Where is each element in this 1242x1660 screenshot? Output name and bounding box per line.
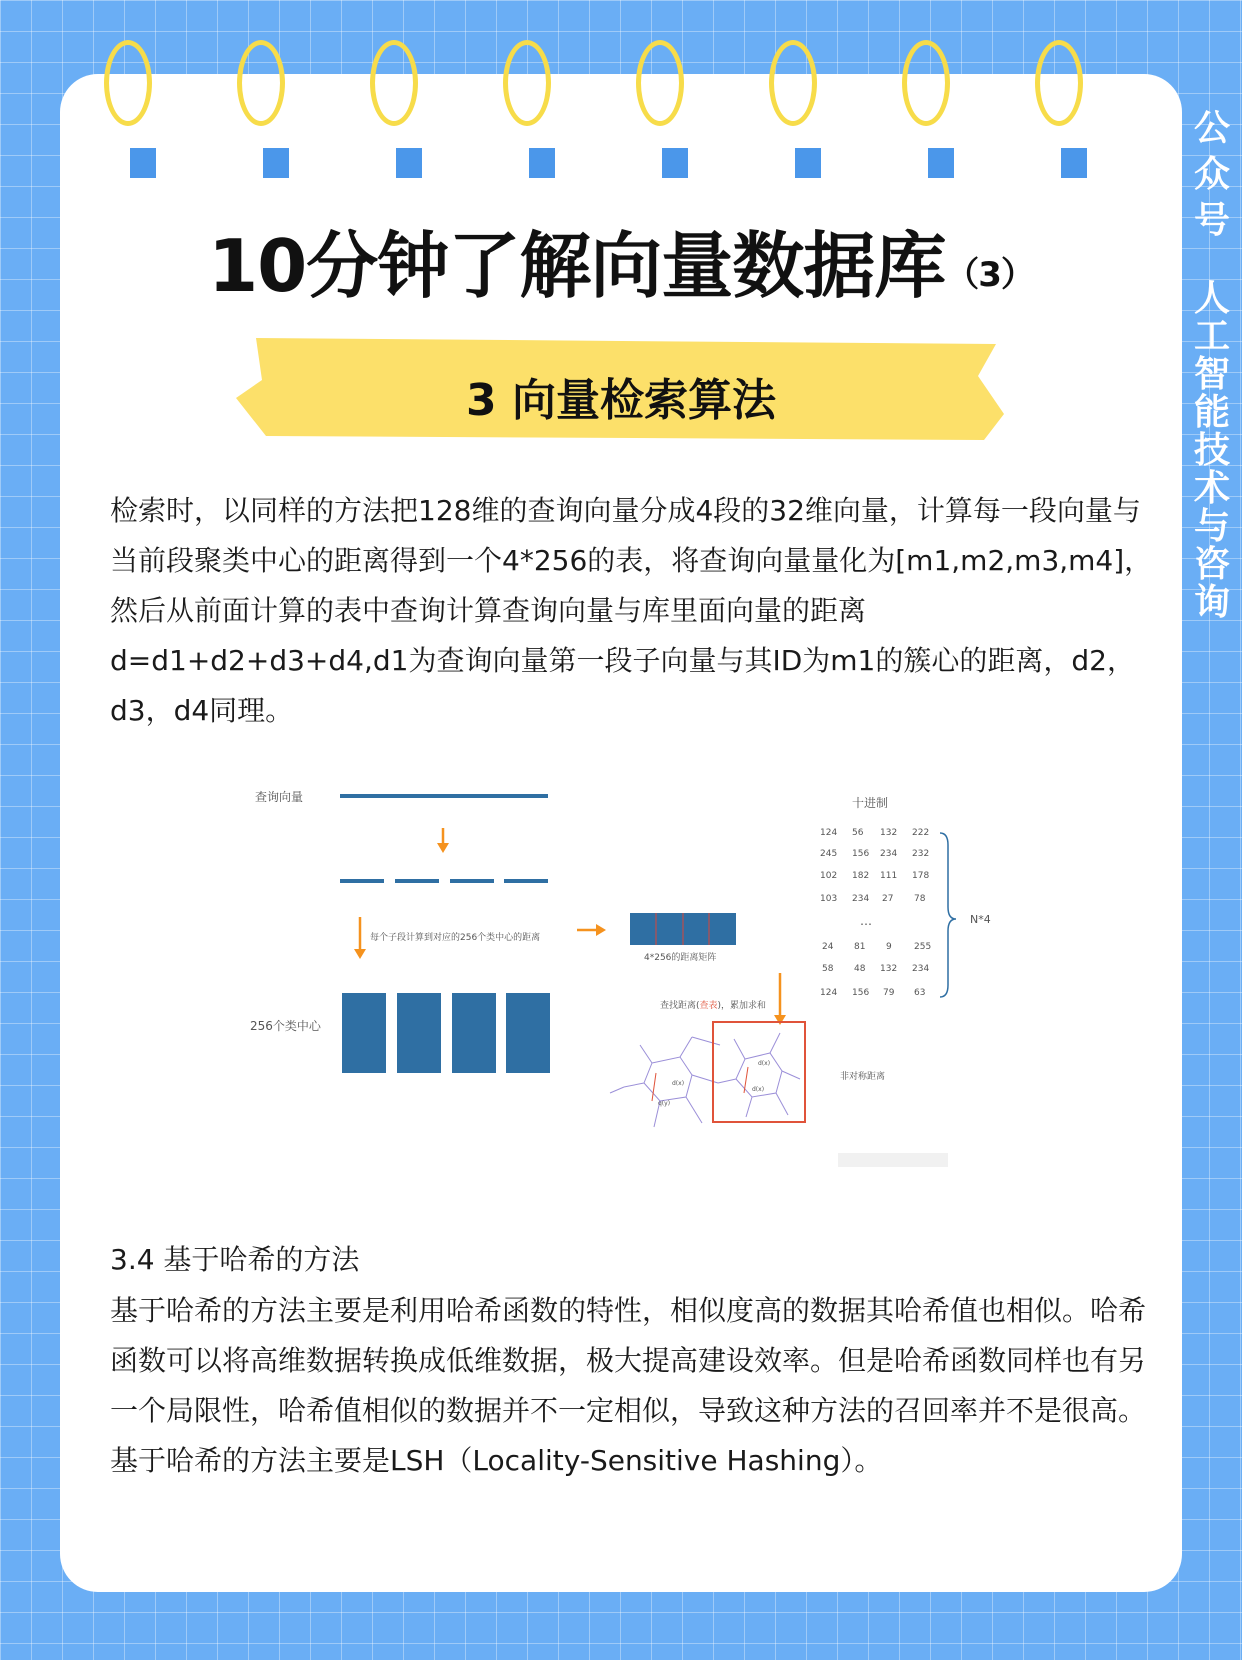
table-cell: 178 <box>912 871 930 881</box>
cluster-center-block <box>506 993 550 1073</box>
voronoi-label: q(y) <box>658 1100 671 1107</box>
table-cell: 182 <box>852 871 870 881</box>
voronoi-label: d(x) <box>752 1086 765 1093</box>
binder-ring <box>501 40 557 140</box>
page-title-suffix: （3） <box>945 254 1034 295</box>
arrow-head-icon <box>437 843 449 853</box>
side-char: 号 <box>1193 200 1230 241</box>
watermark-blur <box>838 1153 948 1167</box>
table-ellipsis: … <box>860 914 872 928</box>
decimal-title: 十进制 <box>852 796 889 810</box>
lookup-note-suffix: )，累加求和 <box>717 1001 767 1011</box>
table-cell: 234 <box>912 964 930 974</box>
lookup-note-prefix: 查找距离( <box>660 1001 700 1011</box>
side-char: 人 <box>1193 278 1230 319</box>
table-cell: 245 <box>820 849 838 859</box>
cluster-center-block <box>397 993 441 1073</box>
table-cell: 56 <box>852 828 864 838</box>
table-cell: 48 <box>854 964 866 974</box>
table-cell: 234 <box>852 894 870 904</box>
side-char: 公 <box>1193 108 1230 149</box>
binder-ring <box>368 40 424 140</box>
sub-vector-segment <box>340 879 384 883</box>
body-paragraph <box>110 486 1160 736</box>
cluster-center-block <box>342 993 386 1073</box>
table-cell: 63 <box>914 988 926 998</box>
arrow-head-icon <box>596 924 606 936</box>
table-cell: 103 <box>820 894 838 904</box>
table-cell: 255 <box>914 942 932 952</box>
table-cell: 156 <box>852 988 870 998</box>
body-paragraph-2 <box>110 1286 1160 1486</box>
centers-label: 256个类中心 <box>250 1019 321 1033</box>
arrow-head-icon <box>354 949 366 959</box>
brace-label: N*4 <box>970 913 991 926</box>
table-cell: 234 <box>880 849 898 859</box>
table-cell: 9 <box>886 942 892 952</box>
query-vector-bar <box>340 794 548 798</box>
table-cell: 124 <box>820 988 838 998</box>
table-cell: 78 <box>914 894 926 904</box>
side-char: 众 <box>1193 154 1230 195</box>
binder-ring <box>634 40 690 140</box>
table-cell: 124 <box>820 828 838 838</box>
side-account-label <box>1190 110 1234 622</box>
table-cell: 132 <box>880 964 898 974</box>
table-cell: 58 <box>822 964 834 974</box>
table-cell: 79 <box>883 988 895 998</box>
binder-ring <box>767 40 823 140</box>
subsection-heading: 3.4 基于哈希的方法 <box>110 1243 360 1276</box>
section-heading: 3 向量检索算法 <box>466 375 776 426</box>
table-cell: 27 <box>882 894 894 904</box>
sub-vector-segment <box>450 879 494 883</box>
highlight-box <box>713 1022 805 1122</box>
table-cell: 81 <box>854 942 866 952</box>
page-title-main: 10分钟了解向量数据库 <box>208 224 946 308</box>
query-vector-label: 查询向量 <box>255 790 304 804</box>
side-char: 咨 <box>1193 544 1230 585</box>
voronoi-right <box>718 1033 800 1117</box>
lookup-note <box>660 999 766 1011</box>
cluster-center-block <box>452 993 496 1073</box>
table-cell: 24 <box>822 942 834 952</box>
segment-note: 每个子段计算到对应的256个类中心的距离 <box>370 933 541 943</box>
decimal-table <box>820 828 931 998</box>
sub-vector-segment <box>504 879 548 883</box>
sub-vector-segment <box>395 879 439 883</box>
page-title <box>0 208 1242 312</box>
table-cell: 222 <box>912 828 930 838</box>
voronoi-label: d(x) <box>672 1080 685 1087</box>
paragraph-text: 基于哈希的方法主要是利用哈希函数的特性，相似度高的数据其哈希值也相似。哈希函数可以将高维数据转换成低维数据，极大提高建设效率。但是哈希函数同样也有另一个局限性，哈希值相似的数据并不一定相似，导致这种方法的召回率并不是很高。基于哈希的方法主要是LSH（Locality-Sensitive Hashing）。 <box>110 1294 1147 1477</box>
side-char: 工 <box>1193 316 1230 357</box>
paragraph-text: 检索时，以同样的方法把128维的查询向量分成4段的32维向量，计算每一段向量与当前段聚类中心的距离得到一个4*256的表，将查询向量量化为[m1,m2,m3,m4]，然后从前面计算的表中查询计算查询向量与库里面向量的距离d=d1+d2+d3+d4,d1为查询向量第一段子向量与其ID为m1的簇心的距离，d2，d3，d4同理。 <box>110 494 1153 727</box>
side-char: 能 <box>1193 392 1230 433</box>
side-char: 与 <box>1193 506 1230 547</box>
binder-ring <box>900 40 956 140</box>
side-char: 询 <box>1193 582 1230 623</box>
table-cell: 132 <box>880 828 898 838</box>
lookup-note-highlight: 查表 <box>699 1001 718 1011</box>
binder-ring <box>1033 40 1089 140</box>
voronoi-label: d(x) <box>758 1060 771 1067</box>
matrix-label: 4*256的距离矩阵 <box>644 953 717 963</box>
binder-ring <box>235 40 291 140</box>
table-cell: 111 <box>880 871 898 881</box>
table-cell: 156 <box>852 849 870 859</box>
brace-icon <box>940 833 956 997</box>
arrow-head-icon <box>774 1015 786 1025</box>
side-char: 技 <box>1193 430 1230 471</box>
side-char: 术 <box>1193 468 1230 509</box>
table-cell: 102 <box>820 871 838 881</box>
pq-diagram <box>240 775 1020 1175</box>
asym-label: 非对称距离 <box>840 1072 886 1082</box>
binder-ring <box>102 40 158 140</box>
voronoi-left <box>610 1037 720 1127</box>
side-char: 智 <box>1193 354 1230 395</box>
table-cell: 232 <box>912 849 930 859</box>
